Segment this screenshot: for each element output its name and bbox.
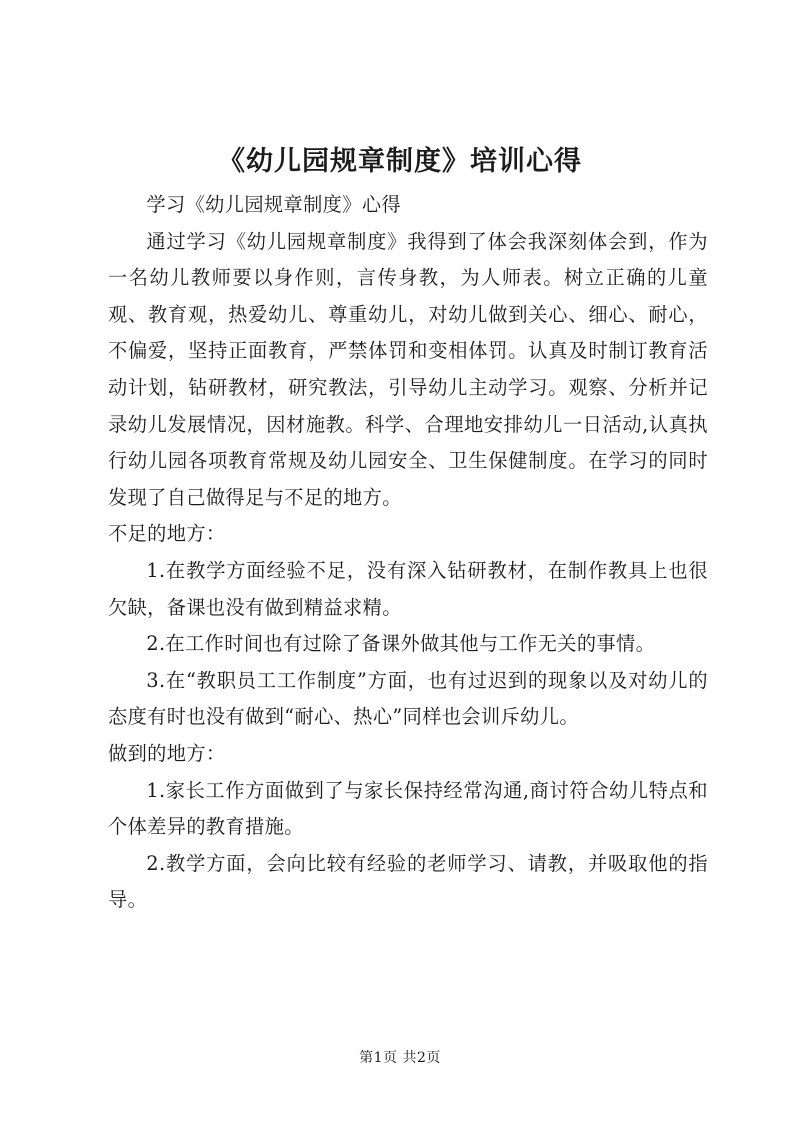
subtitle-paragraph: 学习《幼儿园规章制度》心得 [146,193,402,216]
achievement-item-2: 2.教学方面，会向比较有经验的老师学习、请教，并吸取他的指导。 [108,851,708,912]
shortcoming-item-3: 3.在“教职员工工作制度”方面，也有过迟到的现象以及对幼儿的态度有时也没有做到“耐心、热心”同样也会训斥幼儿。 [108,668,708,729]
shortcoming-item-2: 2.在工作时间也有过除了备课外做其他与工作无关的事情。 [146,632,656,656]
document-title: 《幼儿园规章制度》培训心得 [218,146,582,177]
achievement-item-1: 1.家长工作方面做到了与家长保持经常沟通,商讨符合幼儿特点和个体差异的教育措施。 [108,778,708,839]
page-number-footer: 第1页 共2页 [359,1050,441,1066]
achievements-heading: 做到的地方： [108,741,226,765]
intro-paragraph: 通过学习《幼儿园规章制度》我得到了体会我深刻体会到，作为一名幼儿教师要以身作则，言传身教，为人师表。树立正确的儿童观、教育观，热爱幼儿、尊重幼儿，对幼儿做到关心、细心、耐心，不偏爱，坚持正面教育，严禁体罚和变相体罚。认真及时制订教育活动计划，钻研教材，研究教法，引导幼儿主动学习。观察、分析并记录幼儿发展情况，因材施教。科学、合理地安排幼儿一日活动,认真执行幼儿园各项教育常规及幼儿园安全、卫生保健制度。在学习的同时发现了自己做得足与不足的地方。 [108,229,708,509]
shortcoming-item-1: 1.在教学方面经验不足，没有深入钻研教材，在制作教具上也很欠缺，备课也没有做到精益求精。 [108,558,708,619]
shortcomings-heading: 不足的地方： [108,522,226,546]
document-body [108,187,708,919]
